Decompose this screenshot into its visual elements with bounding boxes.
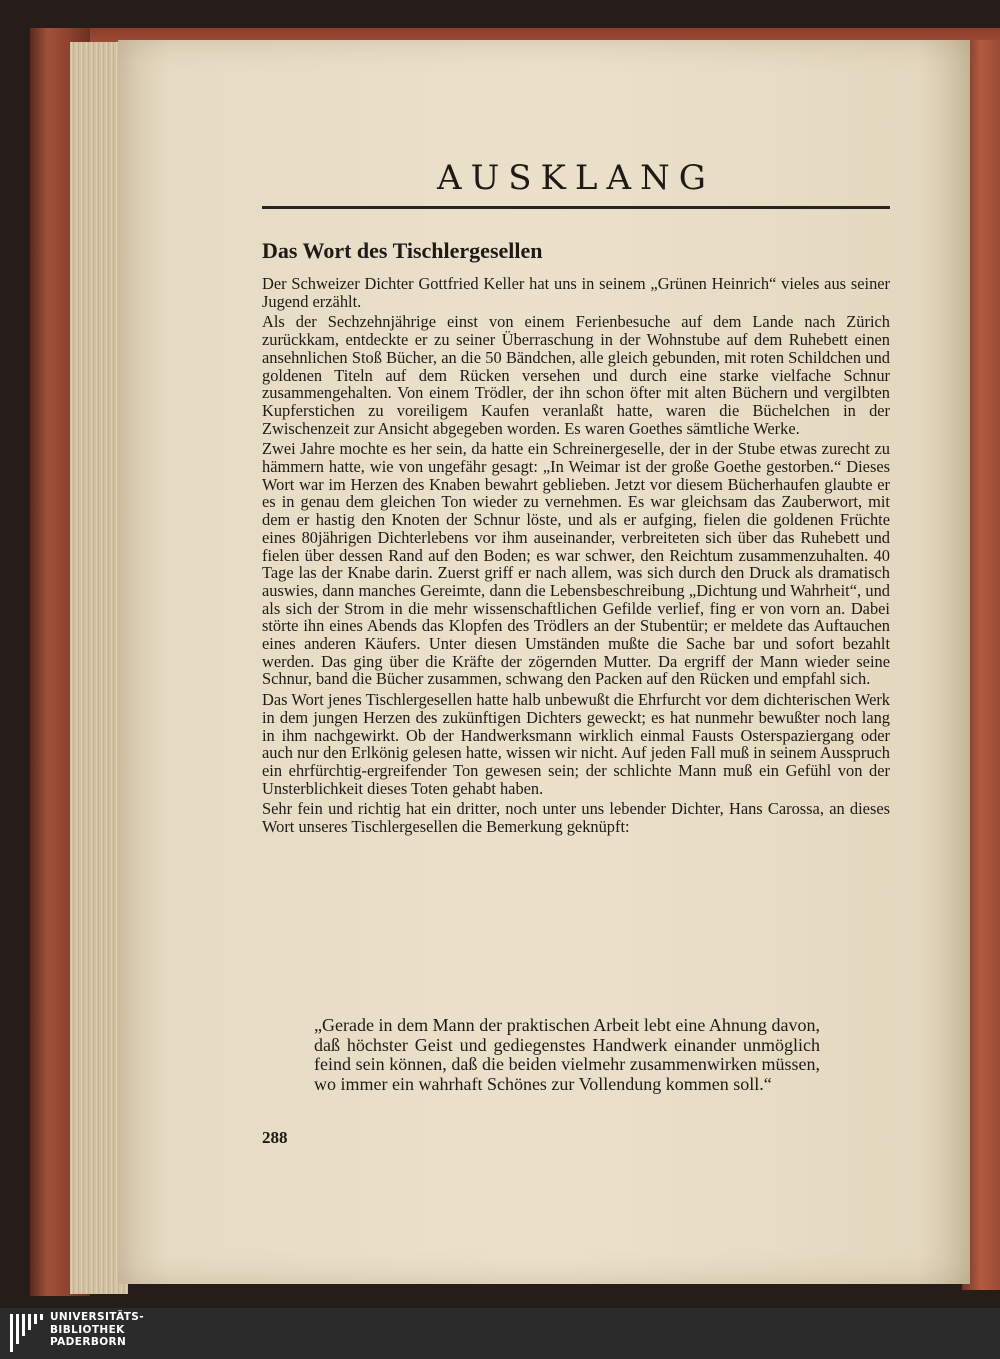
book-page xyxy=(118,40,970,1284)
paragraph: Der Schweizer Dichter Gottfried Keller hat uns in seinem „Grünen Heinrich“ vieles aus seiner Jugend erzählt. xyxy=(262,274,890,311)
heading-rule xyxy=(262,206,890,209)
paragraph: Als der Sechzehnjährige einst von einem Ferienbesuche auf dem Lande nach Zürich zurückkam, entdeckte er zu seiner Überraschung in der Wohnstube auf dem Ruhebett einen ansehnlichen Stoß Bücher, an die 50 Bändchen, alle gleich gebunden, mit roten Schildchen und goldenen Titeln auf dem Rücken versehen und durch eine starke vielfache Schnur zusammengehalten. Von einem Trödler, der ihn schon öfter mit alten Büchern und vergilbten Kupferstichen zu voreiligem Kaufen veranlaßt hatte, waren die Büchelchen in der Zwischenzeit zur Ansicht abgegeben worden. Es waren Goethes sämtliche Werke. xyxy=(262,312,890,438)
library-logo-icon xyxy=(8,1312,48,1356)
logo-line: BIBLIOTHEK xyxy=(50,1323,125,1336)
body-text xyxy=(262,275,890,839)
paragraph: Sehr fein und richtig hat ein dritter, noch unter uns lebender Dichter, Hans Carossa, an dieses Wort unseres Tischlergesellen die Bemerkung geknüpft: xyxy=(262,799,890,837)
footer-bar xyxy=(0,1308,1000,1359)
library-logo-text[interactable] xyxy=(50,1311,144,1349)
chapter-heading: AUSKLANG xyxy=(437,158,715,198)
paragraph: Das Wort jenes Tischlergesellen hatte halb unbewußt die Ehrfurcht vor dem dichterischen Werk in dem jungen Herzen des zukünftigen Dichters geweckt; es hat nunmehr bewußter noch lang in ihm nachgewirkt. Ob der Handwerksmann wirklich einmal Fausts Osterspaziergang oder auch nur den Erlkönig gelesen hatte, wissen wir nicht. Auf jeden Fall muß in seinem Ausspruch ein ehrfürchtig-ergreifender Ton gewesen sein; der schlichte Mann muß ein Gefühl von der Unsterblichkeit dieses Toten gehabt haben. xyxy=(262,690,890,798)
section-title: Das Wort des Tischlergesellen xyxy=(262,238,543,263)
block-quote: „Gerade in dem Mann der praktischen Arbeit lebt eine Ahnung davon, daß höchster Geist und gediegenstes Handwerk einander unmöglich feind sein können, daß die beiden vielmehr zusammenwirken müssen, wo immer ein wahrhaft Schönes zur Vollendung kommen soll.“ xyxy=(314,1015,820,1094)
paragraph: Zwei Jahre mochte es her sein, da hatte ein Schreinergeselle, der in der Stube etwas zurecht zu hämmern hatte, wie von ungefähr gesagt: „In Weimar ist der große Goethe gestorben.“ Dieses Wort war im Herzen des Knaben bewahrt geblieben. Jetzt vor diesem Bücherhaufen glaubte er es in genau dem gleichen Ton wieder zu vernehmen. Es war gleichsam das Zauberwort, mit dem er hastig den Knoten der Schnur löste, und als er aufging, fielen die goldenen Früchte eines 80jährigen Dichterlebens vor ihm auseinander, verbreiteten sich über das Ruhebett und fielen über dessen Rand auf den Boden; es war schwer, den Reichtum zusammenzuhalten. 40 Tage las der Knabe darin. Zuerst griff er nach allem, was sich durch den Druck als dramatisch auswies, dann manches Gereimte, dann die Lebensbeschreibung „Dichtung und Wahrheit“, und als sich der Strom in die mehr wissenschaftlichen Gefilde verlief, fing er von vorn an. Dabei störte ihn eines Abends das Klopfen des Trödlers an der Stubentür; er meldete das Auftauchen eines anderen Käufers. Unter diesen Umständen mußte die Sache bar und sofort bezahlt werden. Das ging über die Kräfte der zögernden Mutter. Da ergriff der Mann wieder seine Schnur, band die Bücher zusammen, schwang den Packen auf den Rücken und empfahl sich. xyxy=(262,439,890,689)
logo-line: PADERBORN xyxy=(50,1336,127,1348)
page-number: 288 xyxy=(262,1128,288,1147)
logo-line: UNIVERSITÄTS- xyxy=(50,1311,145,1323)
